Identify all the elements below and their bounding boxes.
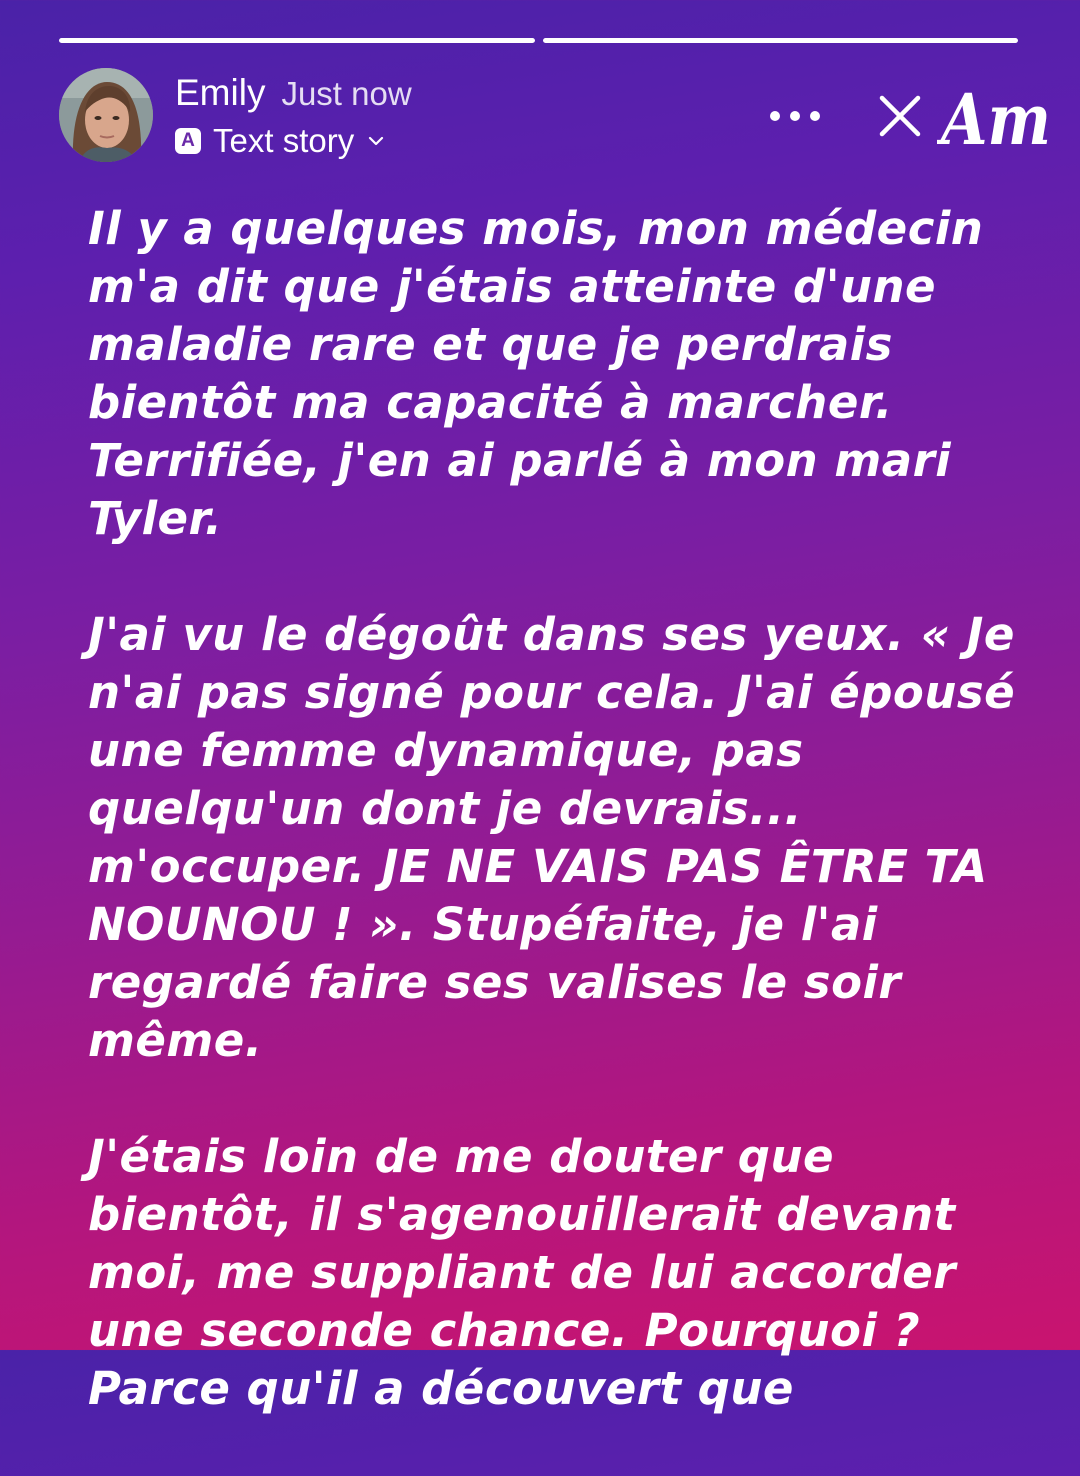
close-icon — [878, 94, 922, 138]
story-type-selector[interactable] — [175, 122, 412, 160]
close-button[interactable] — [874, 90, 926, 142]
progress-segment-fill — [59, 38, 535, 43]
progress-segment — [59, 38, 535, 43]
timestamp: Just now — [281, 75, 412, 112]
progress-segment-fill — [543, 38, 1019, 43]
story-text — [88, 200, 1048, 1476]
more-icon — [768, 109, 822, 123]
story-paragraph: Il y a quelques mois, mon médecin m'a dit que j'étais atteinte d'une maladie rare et que je perdrais bientôt ma capacité à marcher. Terrifiée, j'en ai parlé à mon mari Tyler. — [88, 202, 984, 545]
brand-logo-text: Am — [937, 78, 1051, 161]
story-header — [59, 68, 1050, 164]
story-progress-bar — [59, 38, 1018, 43]
story-type-label: Text story — [213, 122, 355, 159]
story-paragraph: J'ai vu le dégoût dans ses yeux. « Je n'ai pas signé pour cela. J'ai épousé une femme dynamique, pas quelqu'un dont je devrais... m'occuper. JE NE VAIS PAS ÊTRE TA NOUNOU ! ». Stupéfaite, je l'ai regardé faire ses valises le soir même. — [88, 608, 1016, 1067]
brand-logo — [937, 72, 1057, 162]
story-paragraph: J'étais loin de me douter que bientôt, il s'agenouillerait devant moi, me suppliant de lui accorder une seconde chance. Pourquoi ? Parce qu'il a découvert que — [88, 1130, 956, 1415]
name-row — [175, 72, 412, 118]
story-meta — [175, 72, 412, 160]
brand-logo-mark — [937, 72, 1057, 162]
text-story-icon: A — [175, 128, 201, 154]
chevron-down-icon — [368, 135, 384, 147]
progress-segment — [543, 38, 1019, 43]
avatar[interactable] — [59, 68, 153, 162]
avatar-photo — [59, 68, 153, 162]
username[interactable]: Emily — [175, 72, 266, 113]
more-options-button[interactable] — [765, 98, 825, 134]
